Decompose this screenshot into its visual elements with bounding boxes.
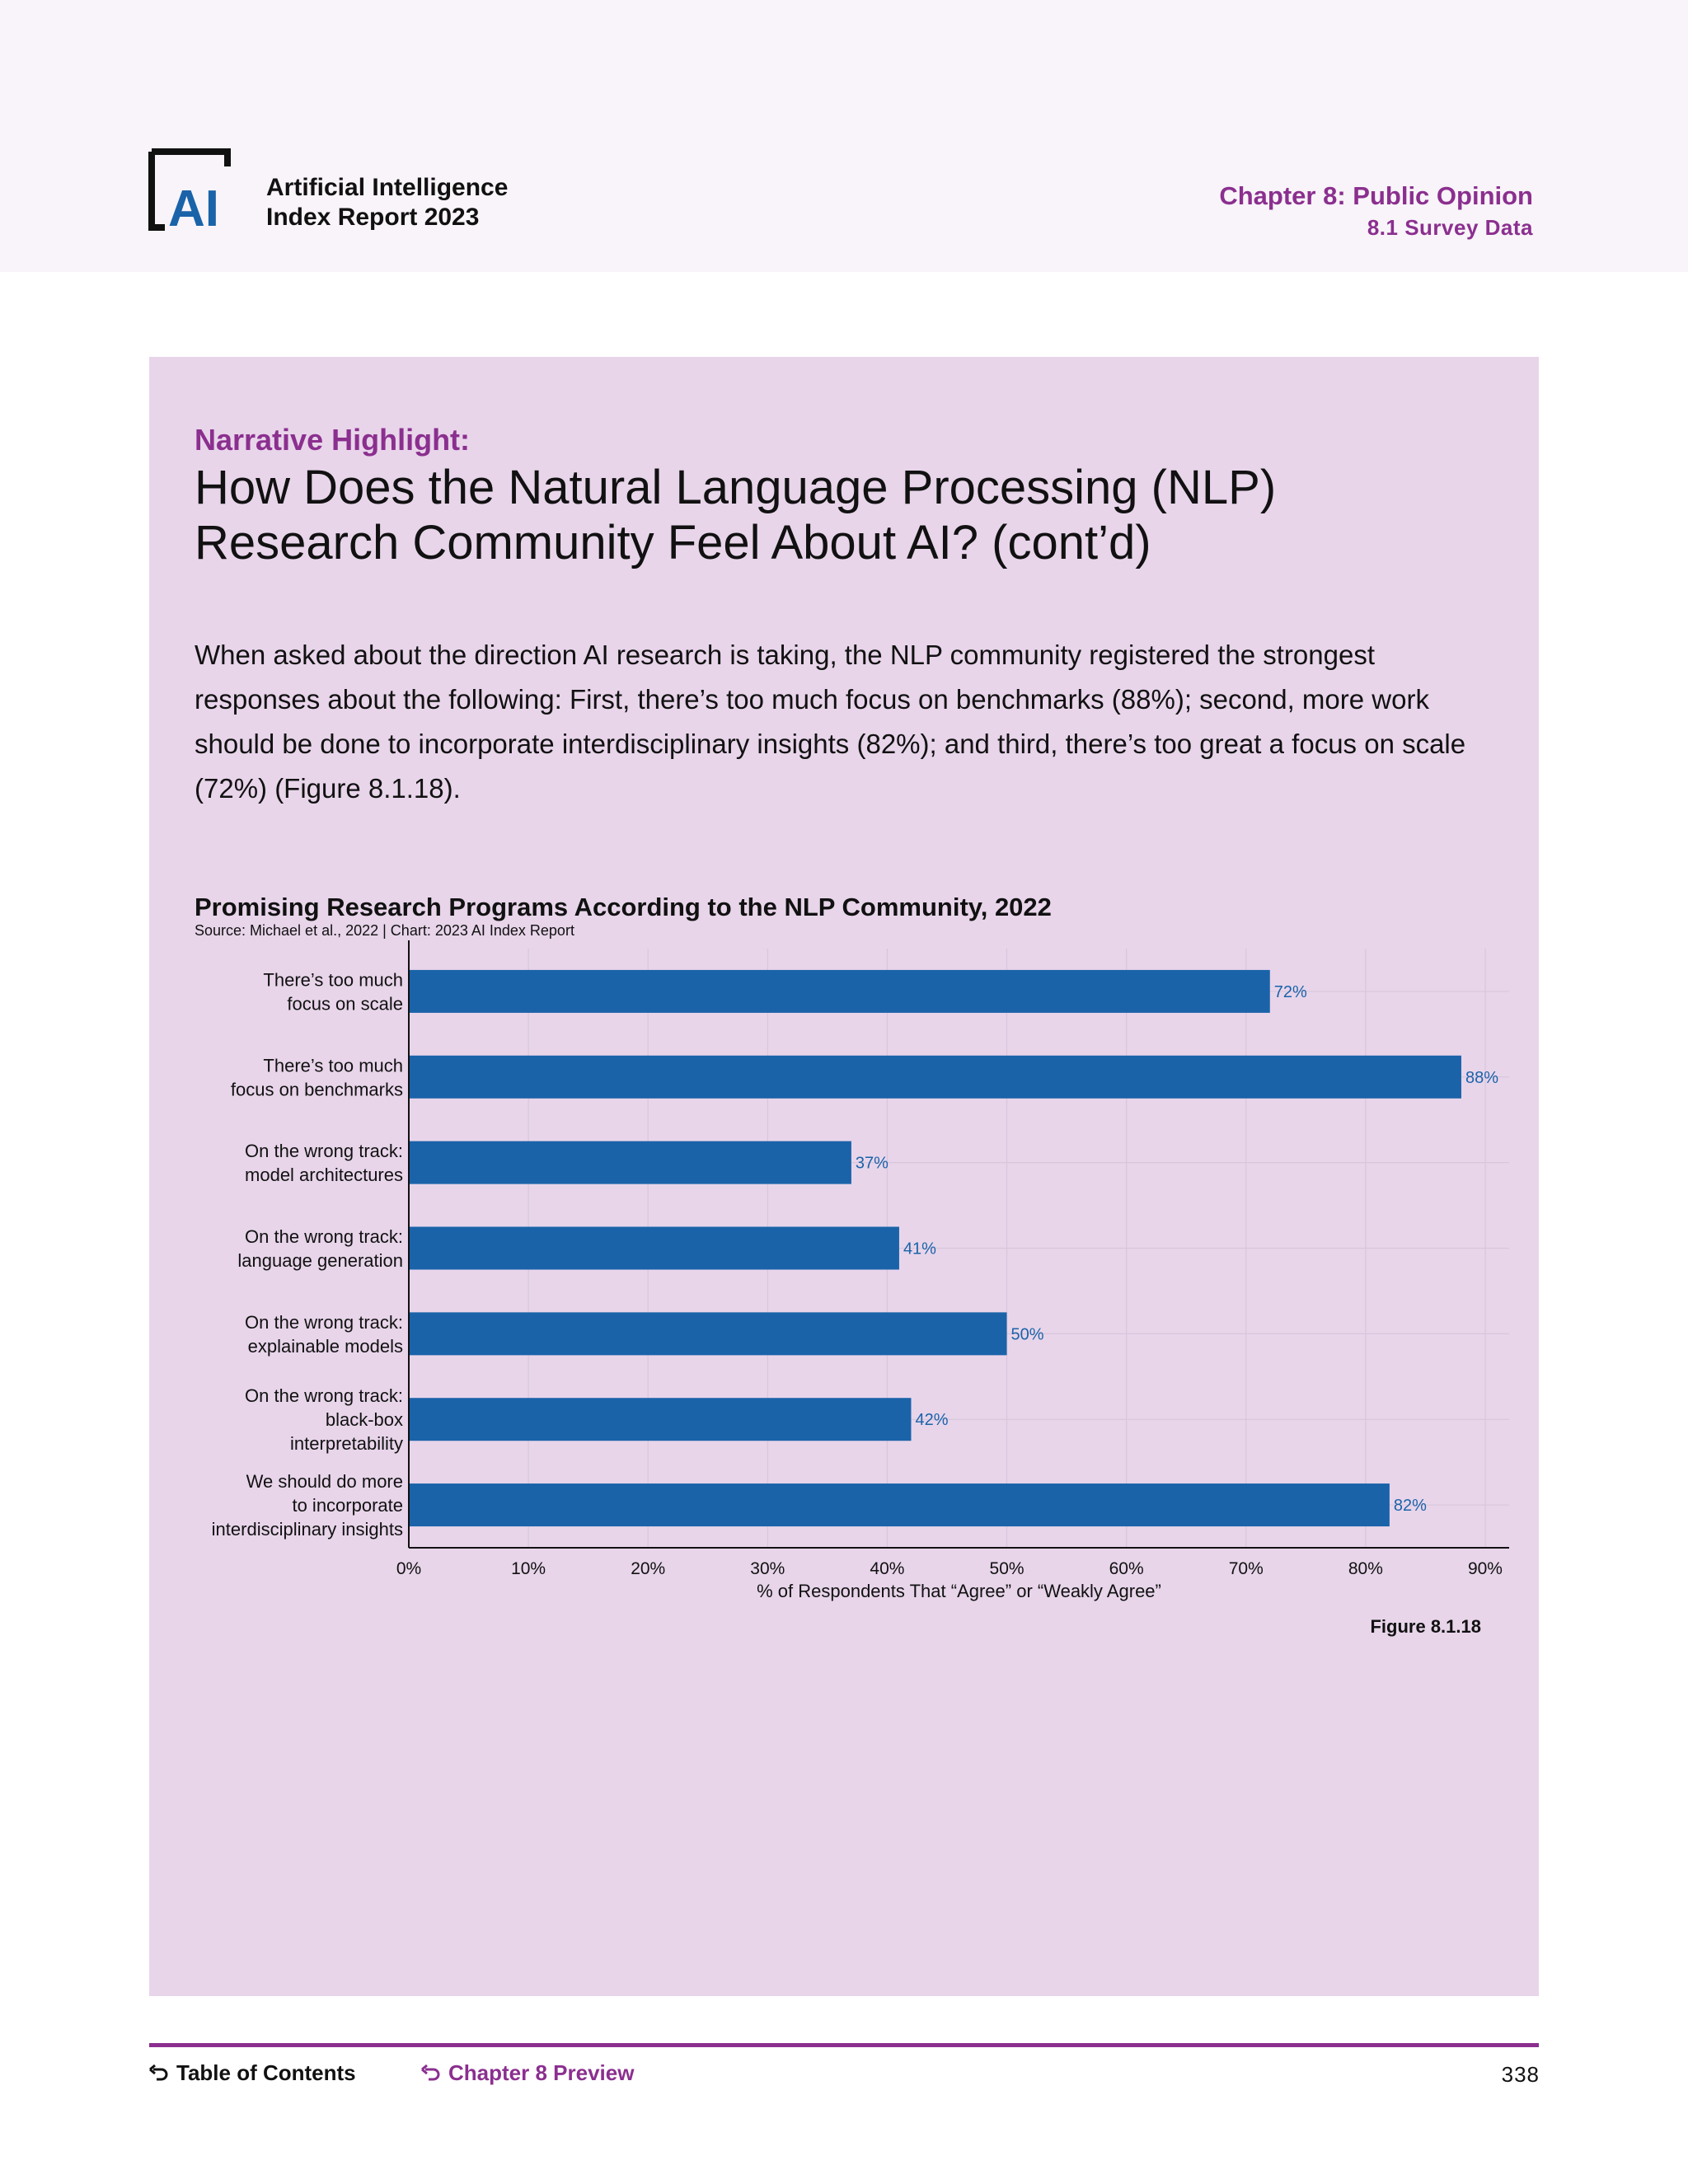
bar-value-label: 50% <box>1010 1325 1044 1344</box>
category-label: model architectures <box>245 1165 403 1186</box>
x-tick-label: 50% <box>989 1559 1025 1578</box>
x-tick-label: 10% <box>511 1559 546 1578</box>
category-label: On the wrong track: <box>245 1385 403 1407</box>
page-number: 338 <box>1501 2062 1540 2087</box>
category-label: explainable models <box>247 1335 403 1357</box>
x-tick-label: 30% <box>750 1559 785 1578</box>
bar-value-label: 82% <box>1393 1497 1427 1516</box>
chapter-info <box>1219 180 1533 242</box>
report-brand <box>266 173 508 232</box>
category-label: interpretability <box>290 1433 403 1455</box>
page-header <box>0 0 1688 272</box>
brand-line-1: Artificial Intelligence <box>266 174 509 201</box>
chart-title: Promising Research Programs According to the NLP Community, 2022 <box>195 893 1052 921</box>
x-tick-label: 40% <box>870 1559 905 1578</box>
category-label: We should do more <box>246 1471 403 1493</box>
ai-index-logo <box>148 148 239 231</box>
x-tick-label: 80% <box>1348 1559 1383 1578</box>
narrative-panel <box>149 357 1539 1996</box>
bar <box>409 1141 851 1184</box>
footer-divider <box>149 2043 1539 2047</box>
figure-label: Figure 8.1.18 <box>1370 1616 1481 1637</box>
bar <box>409 1056 1461 1099</box>
bar-chart <box>149 357 1539 1643</box>
bar-value-label: 41% <box>903 1240 936 1258</box>
chapter-section[interactable]: 8.1 Survey Data <box>1367 215 1533 240</box>
chapter-preview-link[interactable] <box>420 2060 634 2086</box>
bar <box>409 1483 1390 1526</box>
toc-label: Table of Contents <box>176 2060 356 2085</box>
category-label: There’s too much <box>263 1055 403 1076</box>
x-axis-title: % of Respondents That “Agree” or “Weakly Agree” <box>757 1581 1161 1601</box>
bar <box>409 1227 899 1270</box>
bar-value-label: 72% <box>1273 982 1307 1001</box>
bar-value-label: 88% <box>1465 1068 1498 1087</box>
bar <box>409 1398 911 1441</box>
category-label: language generation <box>237 1250 403 1271</box>
category-label: On the wrong track: <box>245 1311 403 1333</box>
category-label: interdisciplinary insights <box>211 1519 403 1540</box>
bar-value-label: 37% <box>855 1154 889 1173</box>
x-tick-label: 60% <box>1109 1559 1144 1578</box>
category-label: On the wrong track: <box>245 1226 403 1247</box>
return-arrow-icon <box>148 2063 170 2084</box>
return-arrow-icon <box>420 2063 442 2084</box>
category-label: There’s too much <box>263 969 403 991</box>
chapter-title[interactable]: Chapter 8: Public Opinion <box>1219 181 1533 210</box>
chart-source: Source: Michael et al., 2022 | Chart: 2023 AI Index Report <box>195 922 574 939</box>
x-tick-label: 0% <box>396 1559 422 1578</box>
category-label: black-box <box>325 1409 403 1431</box>
x-tick-label: 90% <box>1467 1559 1503 1578</box>
eyebrow: Narrative Highlight: <box>195 423 471 457</box>
category-label: On the wrong track: <box>245 1141 403 1162</box>
x-tick-label: 20% <box>631 1559 666 1578</box>
category-label: focus on scale <box>287 993 403 1015</box>
page-title: How Does the Natural Language Processing (NLP) Research Community Feel About AI? (cont’d) <box>195 461 1277 569</box>
x-tick-label: 70% <box>1228 1559 1264 1578</box>
category-label: to incorporate <box>292 1495 403 1516</box>
category-label: focus on benchmarks <box>230 1079 403 1100</box>
brand-line-2: Index Report 2023 <box>266 204 480 231</box>
bar <box>409 1312 1007 1355</box>
chapter-preview-label: Chapter 8 Preview <box>448 2060 635 2085</box>
table-of-contents-link[interactable] <box>148 2060 356 2086</box>
bar-value-label: 42% <box>915 1411 949 1430</box>
bar <box>409 970 1270 1013</box>
body-paragraph: When asked about the direction AI research is taking, the NLP community registered the strongest responses about the following: First, there’s too much focus on benchmarks (88%); second, more work should be done to incorporate interdisciplinary insights (82%); and third, there’s too great a focus on scale (72%) (Figure 8.1.18). <box>195 640 1466 804</box>
logo-text: AI <box>168 180 219 231</box>
